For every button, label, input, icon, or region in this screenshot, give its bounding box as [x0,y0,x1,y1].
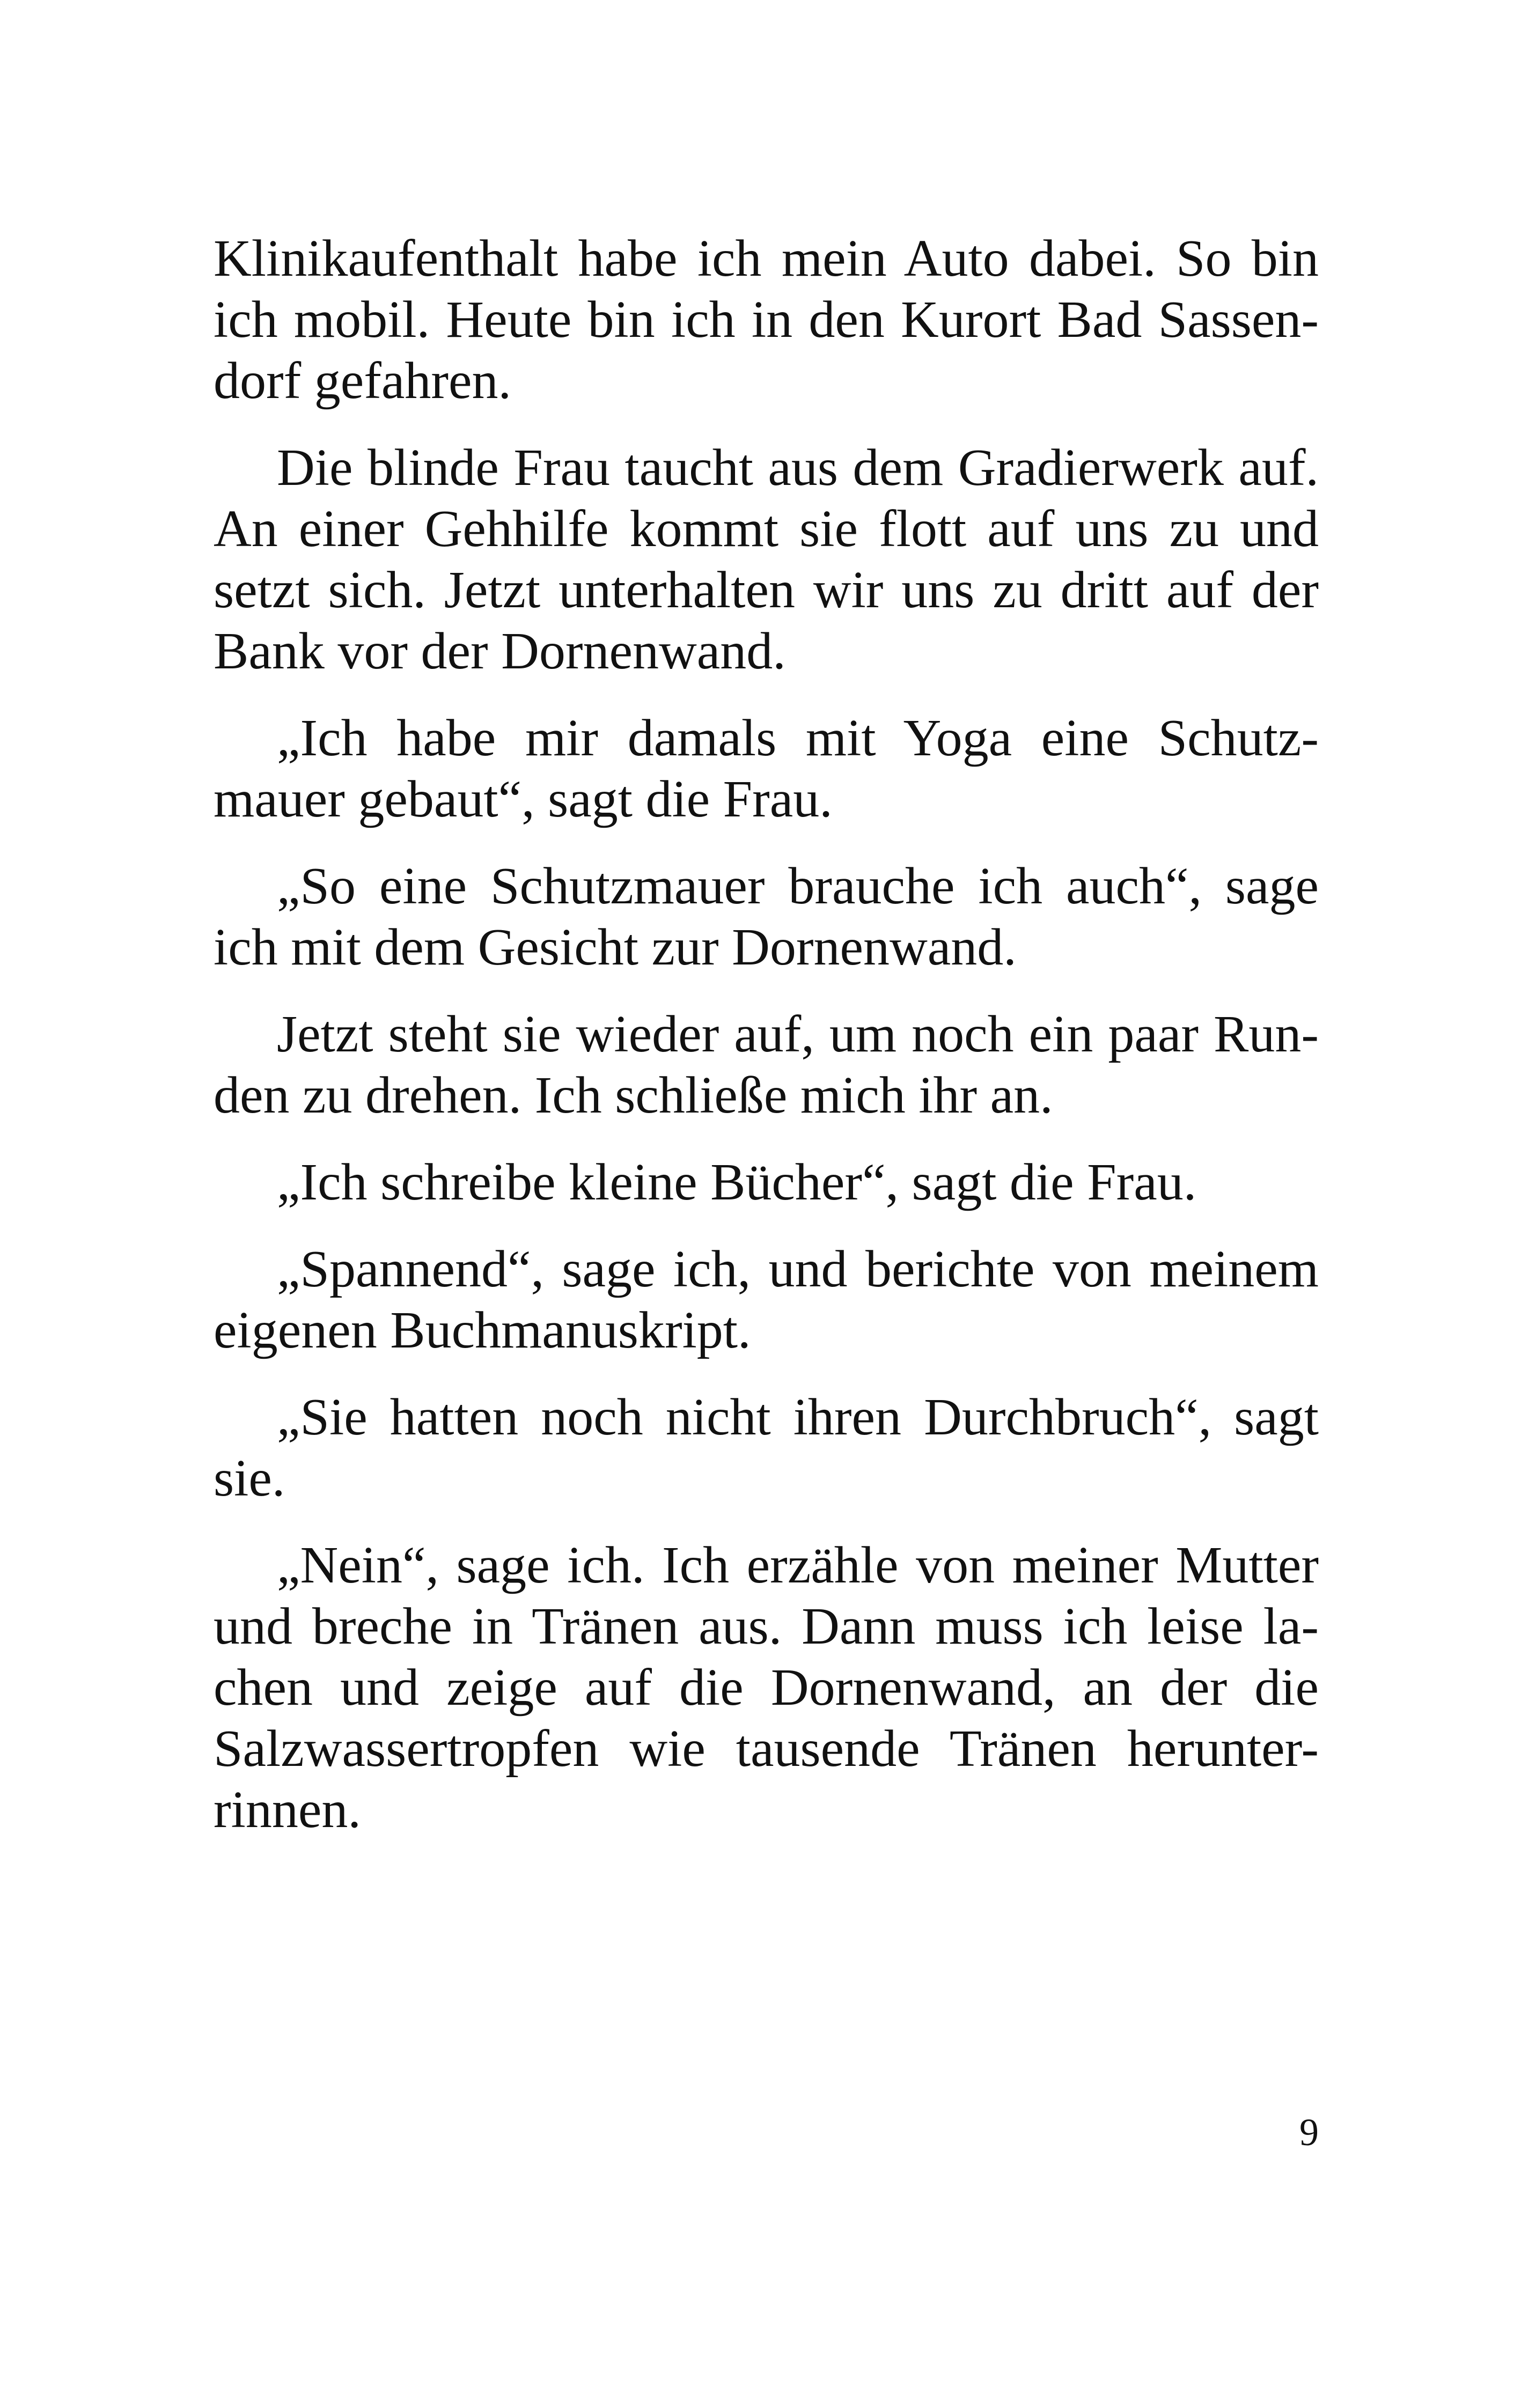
paragraph-3 [214,708,1319,830]
text-line: „So eine Schutzmauer brauche ich auch“, sage [277,857,1319,915]
text-line: ich mobil. Heute bin ich in den Kurort Bad Sassen- [214,291,1319,349]
text-line: und breche in Tränen aus. Dann muss ich leise la- [214,1597,1319,1655]
text-line: ich mit dem Gesicht zur Dornenwand. [214,918,1017,976]
paragraph-5 [214,1004,1319,1126]
text-line: Bank vor der Dornenwand. [214,622,786,680]
paragraph-2 [214,437,1319,682]
paragraph-4 [214,856,1319,978]
body-text [214,228,1319,1866]
text-line: „Ich schreibe kleine Bücher“, sagt die Frau. [277,1153,1197,1211]
text-line: „Sie hatten noch nicht ihren Durchbruch“, sagt [277,1388,1319,1446]
text-line: Salzwassertropfen wie tausende Tränen herunter- [214,1720,1319,1778]
paragraph-8 [214,1387,1319,1509]
text-line: „Spannend“, sage ich, und berichte von meinem [277,1240,1319,1298]
text-line: „Nein“, sage ich. Ich erzähle von meiner Mutter [277,1536,1319,1594]
paragraph-9 [214,1535,1319,1840]
text-line: An einer Gehhilfe kommt sie flott auf uns zu und [214,500,1319,558]
text-line: dorf gefahren. [214,352,512,410]
text-line: Die blinde Frau taucht aus dem Gradierwerk auf. [277,439,1319,497]
text-line: Jetzt steht sie wieder auf, um noch ein paar Run- [277,1005,1319,1063]
paragraph-6 [214,1152,1319,1213]
text-line: setzt sich. Jetzt unterhalten wir uns zu dritt auf der [214,561,1319,619]
text-line: mauer gebaut“, sagt die Frau. [214,770,833,828]
text-line: chen und zeige auf die Dornenwand, an der die [214,1659,1319,1717]
text-line: rinnen. [214,1781,361,1839]
text-line: Klinikaufenthalt habe ich mein Auto dabei. So bin [214,230,1319,288]
text-line: „Ich habe mir damals mit Yoga eine Schutz- [277,709,1319,767]
page-number: 9 [1299,2111,1319,2154]
text-line: eigenen Buchmanuskript. [214,1301,751,1359]
text-line: sie. [214,1449,285,1507]
text-line: den zu drehen. Ich schließe mich ihr an. [214,1066,1053,1124]
paragraph-7 [214,1239,1319,1361]
paragraph-1 [214,228,1319,411]
